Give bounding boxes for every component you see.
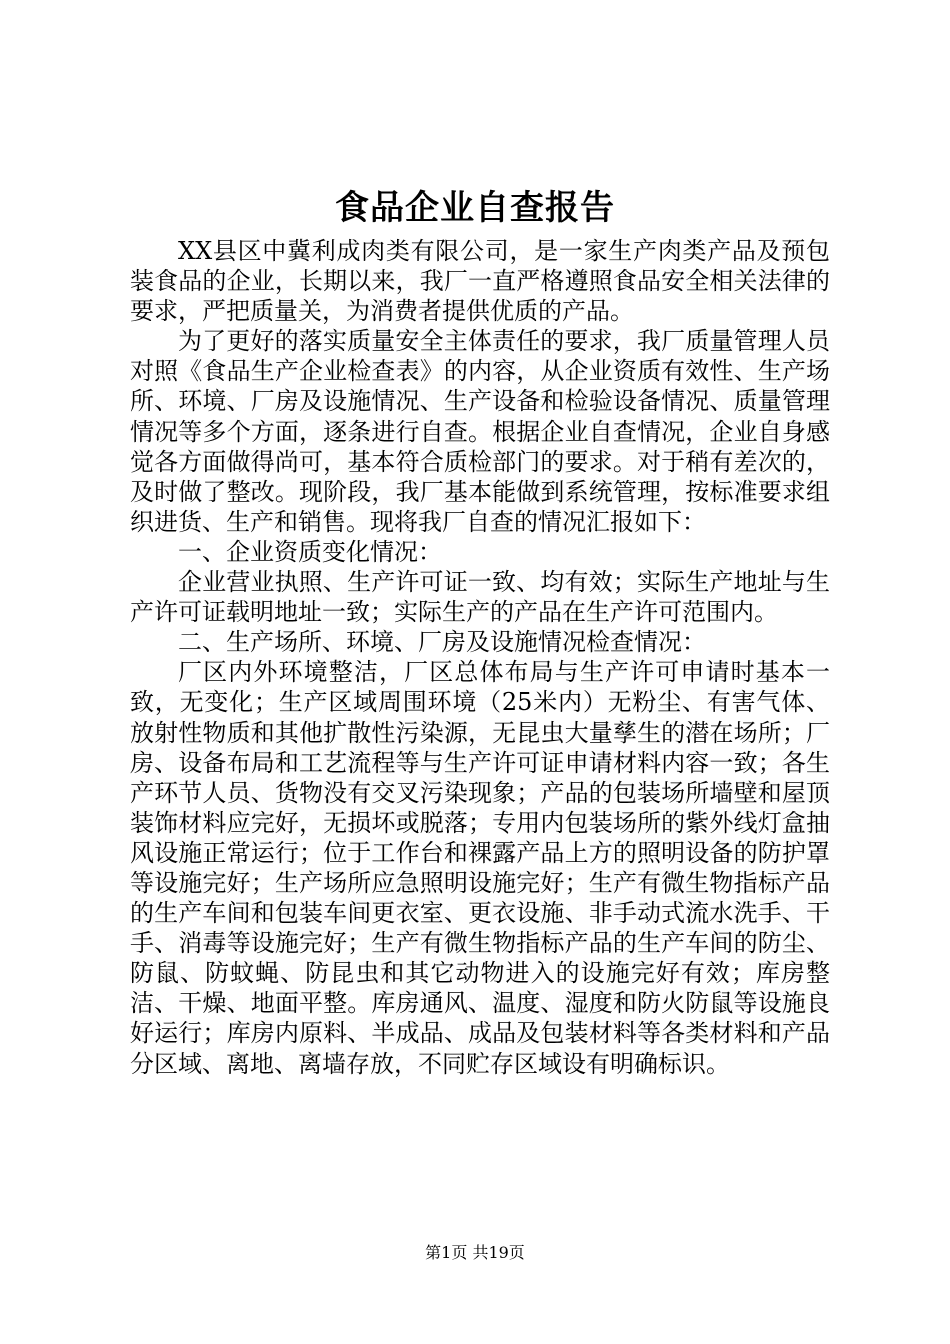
section-heading-qualification: 一、企业资质变化情况：: [178, 537, 442, 566]
section-heading-facilities: 二、生产场所、环境、厂房及设施情况检查情况：: [178, 628, 706, 657]
document-title: 食品企业自查报告: [335, 188, 615, 228]
paragraph-facilities: 厂区内外环境整洁，厂区总体布局与生产许可申请时基本一致，无变化；生产区域周围环境（25米内）无粉尘、有害气体、放射性物质和其他扩散性污染源，无昆虫大量孳生的潜在场所；厂房、设备布局和工艺流程等与生产许可证申请材料内容一致；各生产环节人员、货物没有交叉污染现象；产品的包装场所墙壁和屋顶装饰材料应完好，无损坏或脱落；专用内包装场所的紫外线灯盒抽风设施正常运行；位于工作台和裸露产品上方的照明设备的防护罩等设施完好；生产场所应急照明设施完好；生产有微生物指标产品的生产车间和包装车间更衣室、更衣设施、非手动式流水洗手、干手、消毒等设施完好；生产有微生物指标产品的生产车间的防尘、防鼠、防蚊蝇、防昆虫和其它动物进入的设施完好有效；库房整洁、干燥、地面平整。库房通风、温度、湿度和防火防鼠等设施良好运行；库房内原料、半成品、成品及包装材料等各类材料和产品分区域、离地、离墙存放，不同贮存区域设有明确标识。: [130, 658, 830, 1078]
paragraph-intro: XX县区中冀利成肉类有限公司，是一家生产肉类产品及预包装食品的企业，长期以来，我厂一直严格遵照食品安全相关法律的要求，严把质量关，为消费者提供优质的产品。: [130, 237, 830, 326]
page-number-footer: 第1页 共19页: [425, 1243, 525, 1262]
paragraph-self-check: 为了更好的落实质量安全主体责任的要求，我厂质量管理人员对照《食品生产企业检查表》的内容，从企业资质有效性、生产场所、环境、厂房及设施情况、生产设备和检验设备情况、质量管理情况等多个方面，逐条进行自查。根据企业自查情况，企业自身感觉各方面做得尚可，基本符合质检部门的要求。对于稍有差次的，及时做了整改。现阶段，我厂基本能做到系统管理，按标准要求组织进货、生产和销售。现将我厂自查的情况汇报如下：: [130, 327, 830, 536]
paragraph-qualification: 企业营业执照、生产许可证一致、均有效；实际生产地址与生产许可证载明地址一致；实际生产的产品在生产许可范围内。: [130, 568, 830, 627]
document-body: [130, 236, 830, 1079]
